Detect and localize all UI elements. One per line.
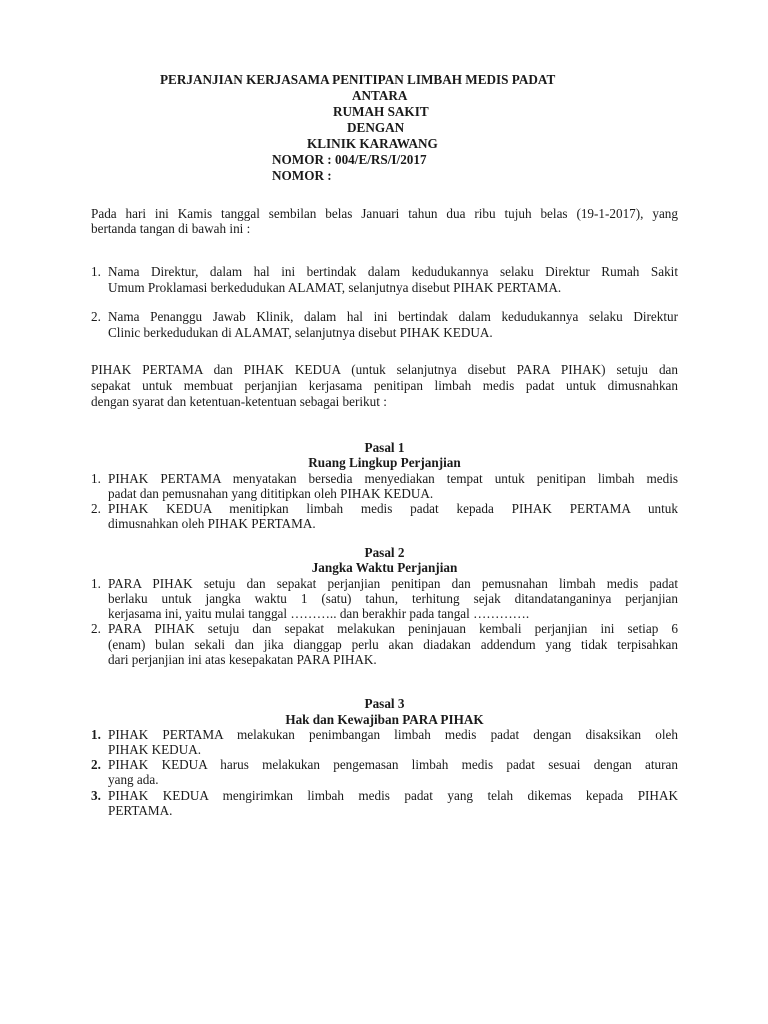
pasal-2-item-2-line-3: dari perjanjian ini atas kesepakatan PARA PIHAK. bbox=[108, 652, 377, 667]
nomor-2: NOMOR : bbox=[272, 168, 332, 183]
pasal-2-item-2-line-1: PARA PIHAK setuju dan sepakat melakukan peninjauan kembali perjanjian ini setiap 6 bbox=[108, 621, 678, 636]
pasal-3-item-3-number: 3. bbox=[91, 788, 101, 803]
title-line-2: ANTARA bbox=[352, 88, 408, 103]
pasal-1-item-1-line-1: PIHAK PERTAMA menyatakan bersedia menyediakan tempat untuk penitipan limbah medis bbox=[108, 471, 678, 486]
party-2-number: 2. bbox=[91, 309, 101, 324]
pasal-2-item-1-line-2: berlaku untuk jangka waktu 1 (satu) tahun, terhitung sejak ditandatanganinya perjanjian bbox=[108, 591, 678, 606]
pasal-3-item-3-line-2: PERTAMA. bbox=[108, 803, 173, 818]
agreement-line-1: PIHAK PERTAMA dan PIHAK KEDUA (untuk selanjutnya disebut PARA PIHAK) setuju dan bbox=[91, 362, 678, 377]
intro-line-2: bertanda tangan di bawah ini : bbox=[91, 221, 251, 236]
pasal-3-item-2-line-1: PIHAK KEDUA harus melakukan pengemasan limbah medis padat sesuai dengan aturan bbox=[108, 757, 678, 772]
pasal-2-item-2-number: 2. bbox=[91, 621, 101, 636]
pasal-3-item-2-line-2: yang ada. bbox=[108, 772, 159, 787]
pasal-3-item-2-number: 2. bbox=[91, 757, 101, 772]
pasal-3-label: Pasal 3 bbox=[364, 696, 405, 711]
pasal-3-item-1-number: 1. bbox=[91, 727, 101, 742]
party-1-line-2: Umum Proklamasi berkedudukan ALAMAT, selanjutnya disebut PIHAK PERTAMA. bbox=[108, 280, 562, 295]
pasal-1-item-1-line-2: padat dan pemusnahan yang dititipkan oleh PIHAK KEDUA. bbox=[108, 486, 434, 501]
pasal-2-title: Jangka Waktu Perjanjian bbox=[311, 560, 458, 575]
pasal-2-item-1-line-3: kerjasama ini, yaitu mulai tanggal ……….. dan berakhir pada tangal …………. bbox=[108, 606, 530, 621]
pasal-1-label: Pasal 1 bbox=[364, 440, 405, 455]
pasal-2-item-1-line-1: PARA PIHAK setuju dan sepakat perjanjian penitipan dan pemusnahan limbah medis padat bbox=[108, 576, 678, 591]
pasal-3-item-1-line-2: PIHAK KEDUA. bbox=[108, 742, 202, 757]
intro-line-1: Pada hari ini Kamis tanggal sembilan belas Januari tahun dua ribu tujuh belas (19-1-2017), yang bbox=[91, 206, 678, 221]
pasal-2-item-1-number: 1. bbox=[91, 576, 101, 591]
agreement-line-3: dengan syarat dan ketentuan-ketentuan sebagai berikut : bbox=[91, 394, 387, 409]
pasal-1-item-2-line-2: dimusnahkan oleh PIHAK PERTAMA. bbox=[108, 516, 316, 531]
party-2-line-1: Nama Penanggu Jawab Klinik, dalam hal ini bertindak dalam kedudukannya selaku Direktur bbox=[108, 309, 678, 324]
pasal-2-label: Pasal 2 bbox=[364, 545, 405, 560]
pasal-2-item-2-line-2: (enam) bulan sekali dan jika dianggap perlu akan diadakan addendum yang tidak terpisahkan bbox=[108, 637, 678, 652]
pasal-3-title: Hak dan Kewajiban PARA PIHAK bbox=[285, 712, 484, 727]
party-2-line-2: Clinic berkedudukan di ALAMAT, selanjutnya disebut PIHAK KEDUA. bbox=[108, 325, 493, 340]
title-line-4: DENGAN bbox=[347, 120, 405, 135]
pasal-1-item-2-number: 2. bbox=[91, 501, 101, 516]
nomor-1: NOMOR : 004/E/RS/I/2017 bbox=[272, 152, 427, 167]
title-line-3: RUMAH SAKIT bbox=[333, 104, 429, 119]
party-1-number: 1. bbox=[91, 264, 101, 279]
title-line-1: PERJANJIAN KERJASAMA PENITIPAN LIMBAH MEDIS PADAT bbox=[160, 72, 556, 87]
party-1-line-1: Nama Direktur, dalam hal ini bertindak dalam kedudukannya selaku Direktur Rumah Sakit bbox=[108, 264, 678, 279]
pasal-1-title: Ruang Lingkup Perjanjian bbox=[308, 455, 461, 470]
pasal-1-item-2-line-1: PIHAK KEDUA menitipkan limbah medis padat kepada PIHAK PERTAMA untuk bbox=[108, 501, 678, 516]
pasal-3-item-3-line-1: PIHAK KEDUA mengirimkan limbah medis padat yang telah dikemas kepada PIHAK bbox=[108, 788, 678, 803]
pasal-1-item-1-number: 1. bbox=[91, 471, 101, 486]
agreement-line-2: sepakat untuk membuat perjanjian kerjasama penitipan limbah medis padat untuk dimusnahkan bbox=[91, 378, 678, 393]
pasal-3-item-1-line-1: PIHAK PERTAMA melakukan penimbangan limbah medis padat dengan disaksikan oleh bbox=[108, 727, 678, 742]
title-line-5: KLINIK KARAWANG bbox=[307, 136, 438, 151]
